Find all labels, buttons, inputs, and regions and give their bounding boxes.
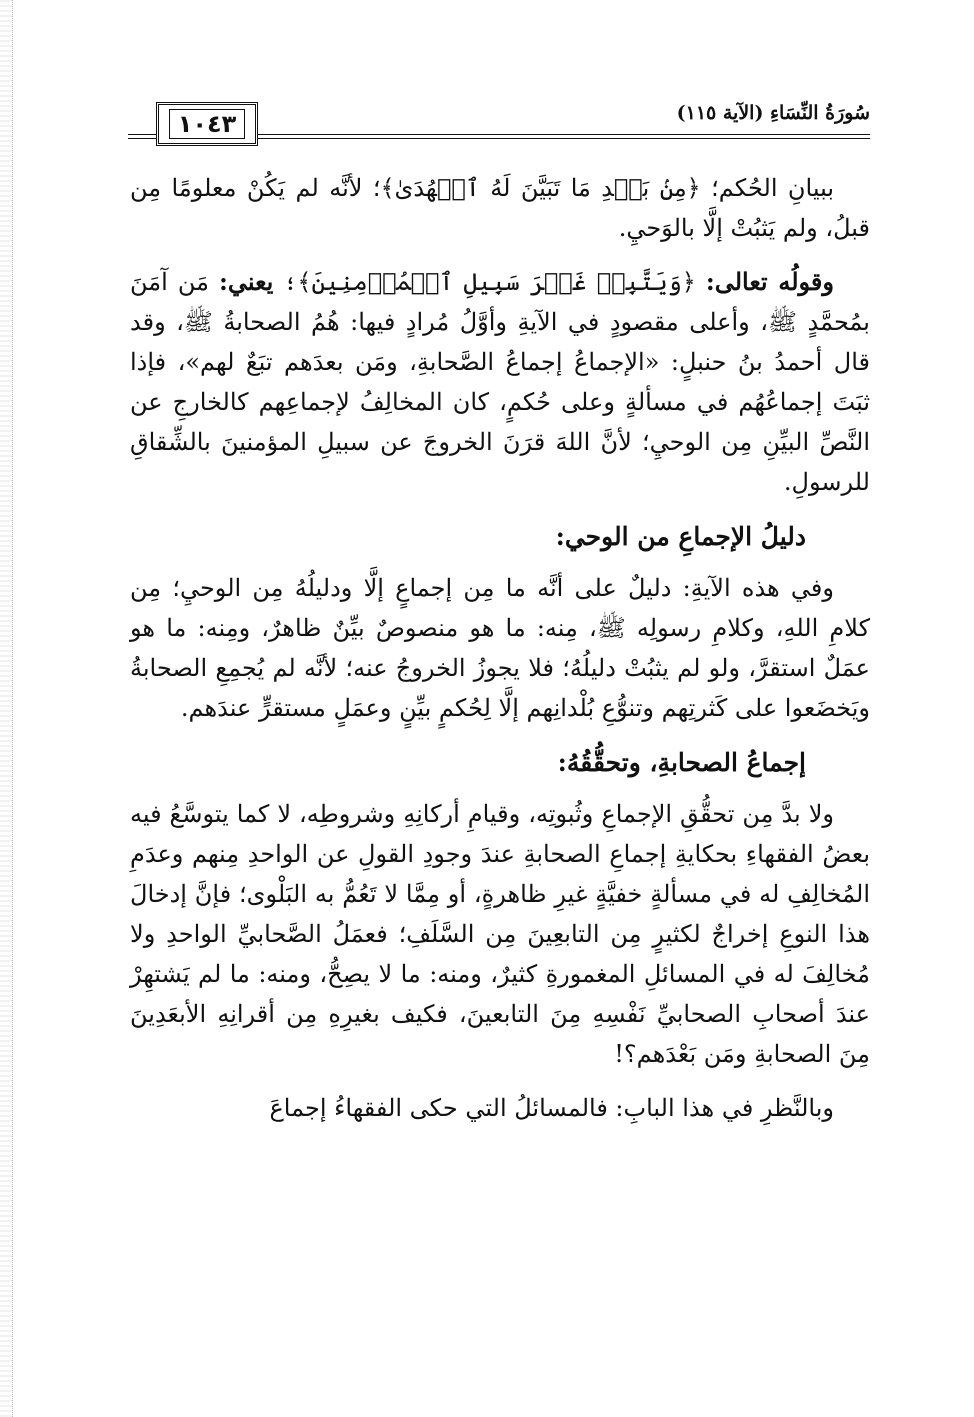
paragraph: وبالنَّظرِ في هذا البابِ: فالمسائلُ التي حكى الفقهاءُ إجماعَ [269,1094,834,1122]
surah-label: سُورَةُ النِّسَاءِ (الآية ١١٥) [669,102,870,124]
paragraph [130,262,870,502]
quran-quote: ﴿وَيَتَّبِعۡ غَيۡرَ سَبِيلِ ٱلۡمُؤۡمِنِينَ﴾؛ [273,268,706,296]
paragraph-lead: وقولُه تعالى: [705,267,834,296]
page-header [128,96,870,156]
paragraph: ولا بدَّ مِن تحقُّقِ الإجماعِ وثُبوتِه، وقيامِ أركانِهِ وشروطِه، لا كما يتوسَّعُ فيه بعضُ الفقهاءِ بحكايةِ إجماعِ الصحابةِ عندَ وجودِ القولِ عن الواحدِ مِنهم وعدَمِ المُخالِفِ له في مسألةٍ خفيَّةٍ غيرِ ظاهرةٍ، أو مِمَّا لا تَعُمُّ به البَلْوى؛ فإنَّ إدخالَ هذا النوعِ إخراجٌ لكثيرٍ مِن التابعِينَ مِن السَّلَفِ؛ فعمَلُ الصَّحابيِّ الواحدِ ولا مُخالِفَ له في المسائلِ المغمورةِ كثيرٌ، ومنه: ما لا يصِحُّ، ومنه: ما لم يَشتهِرْ عندَ أصحابِ الصحابيِّ نَفْسِهِ مِنَ التابعينَ، فكيف بغيرِهِ مِن أقرانِهِ الأبعَدِينَ مِنَ الصحابةِ ومَن بَعْدَهم؟! [130,800,871,1068]
page-number: ١٠٤٣ [169,109,246,139]
page-number-frame [156,102,258,146]
section-heading: إجماعُ الصحابةِ، وتحقُّقُهُ: [557,748,806,777]
page-body [130,168,870,1128]
paragraph: وفي هذه الآيةِ: دليلٌ على أنَّه ما مِن إجماعٍ إلَّا ودليلُهُ مِن الوحيِ؛ مِن كلامِ اللهِ، وكلامِ رسولِه ﷺ، مِنه: ما هو منصوصٌ بيِّنٌ ظاهرٌ، ومِنه: ما هو عمَلٌ استقرَّ، ولو لم يثبُتْ دليلُهُ؛ فلا يجوزُ الخروجُ عنه؛ لأنَّه لم يُجمِعِ الصحابةُ ويَخضَعوا على كَثرتِهم وتنوُّعِ بُلْدانِهم إلَّا لِحُكمٍ بيِّنٍ وعمَلٍ مستقرٍّ عندَهم. [130,574,870,722]
section-heading: دليلُ الإجماعِ من الوحي: [555,522,806,551]
paragraph-lead: يعني: [218,267,274,296]
page-binding-edge [0,0,13,1417]
paragraph: ببيانِ الحُكم؛ ﴿مِنۢ بَعۡدِ مَا تَبَيَّنَ لَهُ ٱلۡهُدَىٰ﴾؛ لأنَّه لم يَكُنْ معلومًا مِن قبلُ، ولم يَثبُتْ إلَّا بالوَحيِ. [130,174,870,242]
paragraph-text: مَن آمَنَ بمُحمَّدٍ ﷺ، وأعلى مقصودٍ في الآيةِ وأوَّلُ مُرادٍ فيها: هُمُ الصحابةُ ﷺ، وقد قال أحمدُ بنُ حنبلٍ: «الإجماعُ إجماعُ الصَّحابةِ، ومَن بعدَهم تبَعٌ لهم»، فإذا ثبَتَ إجماعُهُم في مسألةٍ وعلى حُكمٍ، كان المخالِفُ لإجماعِهم كالخارجِ عن النَّصِّ البيِّنِ مِن الوحيِ؛ لأنَّ اللهَ قرَنَ الخروجَ عن سبيلِ المؤمنينَ بالشِّقاقِ للرسولِ. [130,268,871,496]
